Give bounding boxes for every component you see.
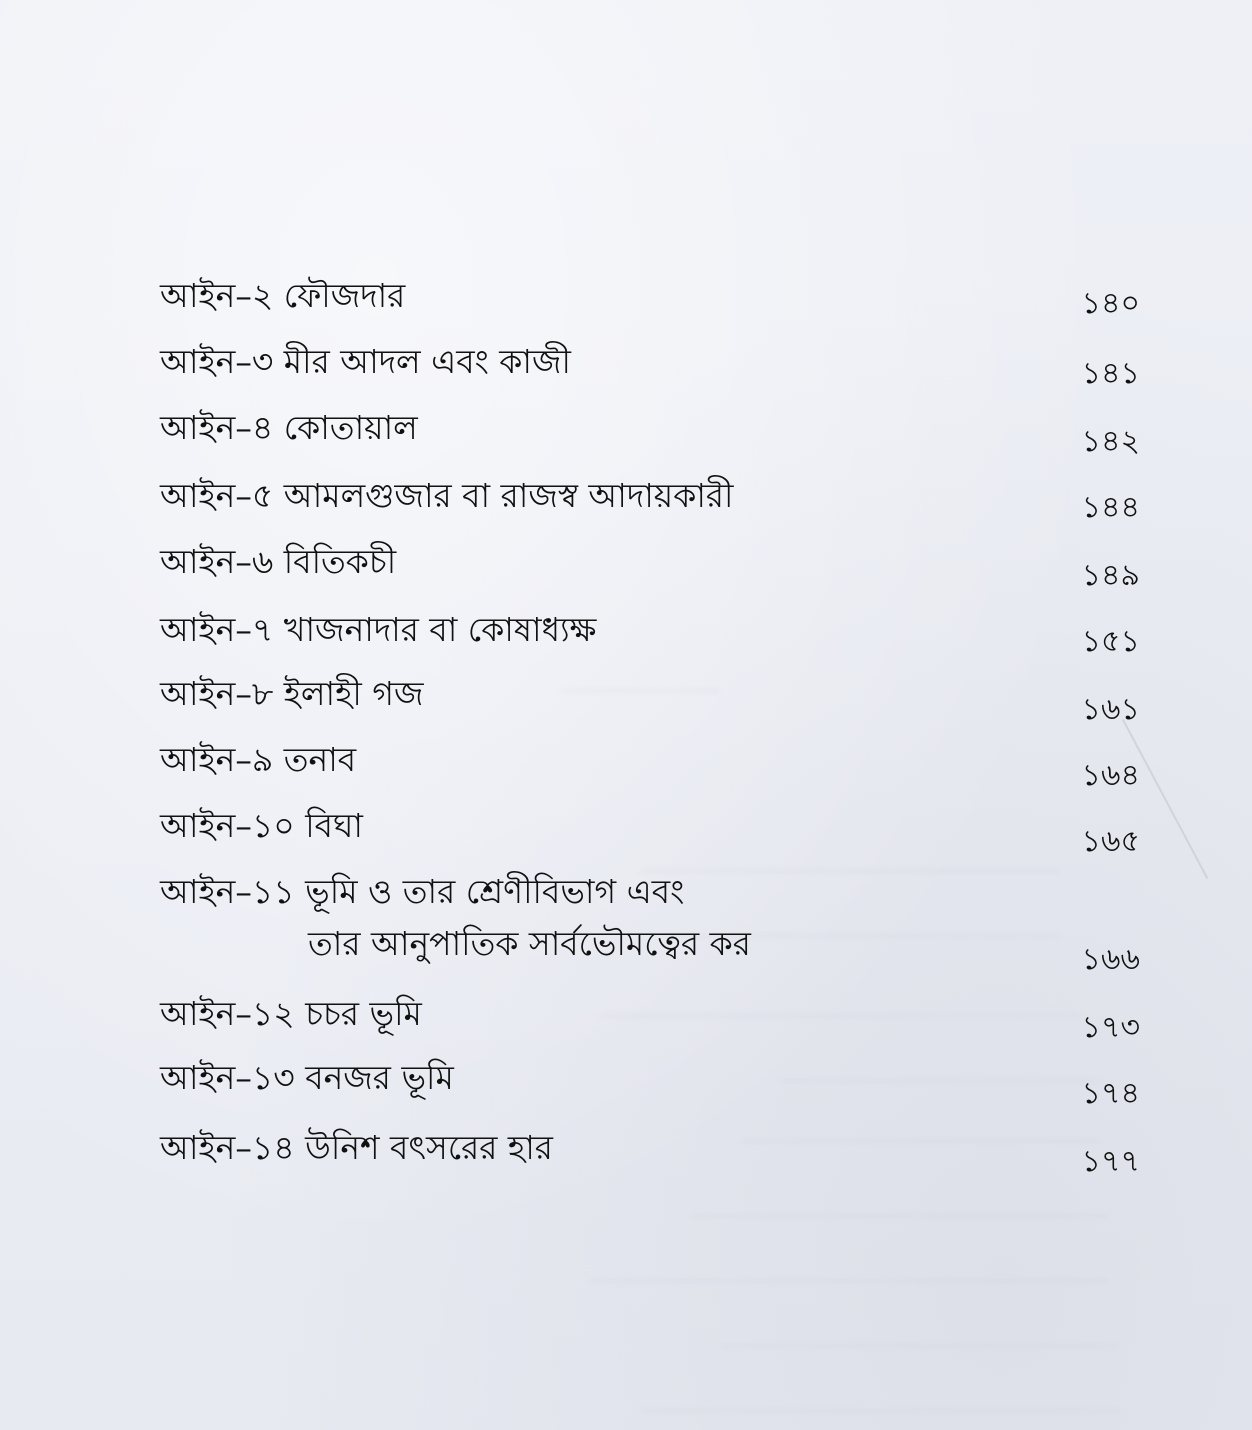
toc-entry-title: আইন–৪ কোতায়াল <box>160 408 418 447</box>
toc-entry <box>160 668 1140 727</box>
toc-entry <box>160 866 1140 977</box>
toc-entry <box>160 336 1140 391</box>
toc-entry-page: ১৪২ <box>1081 424 1140 459</box>
toc-entry-title: আইন–৭ খাজনাদার বা কোষাধ্যক্ষ <box>160 610 597 649</box>
toc-entry-title: আইন–২ ফৌজদার <box>160 276 406 315</box>
toc-entry <box>160 1122 1140 1179</box>
toc-entry-title-continuation: তার আনুপাতিক সার্বভৌমত্বের কর <box>308 924 751 963</box>
toc-entry-page: ১৬১ <box>1081 692 1140 727</box>
toc-entry <box>160 734 1140 793</box>
toc-entry-title: আইন–৯ তনাব <box>160 740 357 779</box>
toc-entry-title: আইন–১০ বিঘা <box>160 806 363 845</box>
toc-entry-title: আইন–৮ ইলাহী গজ <box>160 674 424 713</box>
toc-entry <box>160 604 1140 659</box>
toc-entry <box>160 402 1140 459</box>
toc-entry-page: ১৭৭ <box>1081 1144 1140 1179</box>
toc-entry-page: ১৪৪ <box>1081 490 1140 525</box>
toc-entry <box>160 988 1140 1045</box>
toc-entry-page: ১৪০ <box>1081 286 1140 321</box>
toc-entry-title <box>160 866 751 970</box>
toc-entry-page: ১৫১ <box>1081 624 1140 659</box>
toc-entry-title: আইন–১২ চচর ভূমি <box>160 994 422 1033</box>
toc-entry <box>160 470 1140 525</box>
toc-entry-page: ১৭৩ <box>1081 1010 1140 1045</box>
toc-entry-title: আইন–৬ বিতিকচী <box>160 542 397 581</box>
toc-entry <box>160 1052 1140 1111</box>
toc-entry-page: ১৬৫ <box>1081 824 1140 859</box>
toc-entry-title: আইন–১৩ বনজর ভূমি <box>160 1058 454 1097</box>
toc-entry-page: ১৬৬ <box>1081 942 1140 977</box>
toc-entry-title: আইন–১৪ উনিশ বৎসরের হার <box>160 1128 553 1167</box>
toc-entry <box>160 536 1140 593</box>
toc-entry-title: আইন–৩ মীর আদল এবং কাজী <box>160 342 571 381</box>
toc-entry-title: আইন–৫ আমলগুজার বা রাজস্ব আদায়কারী <box>160 476 734 515</box>
toc-entry-page: ১৪১ <box>1081 356 1140 391</box>
toc-entry-page: ১৬৪ <box>1081 758 1140 793</box>
toc-entry <box>160 800 1140 859</box>
toc-entry-page: ১৭৪ <box>1081 1076 1140 1111</box>
toc-entry <box>160 270 1140 322</box>
toc-entry-page: ১৪৯ <box>1081 558 1140 593</box>
toc-entry-title-line: আইন–১১ ভূমি ও তার শ্রেণীবিভাগ এবং <box>160 872 685 911</box>
